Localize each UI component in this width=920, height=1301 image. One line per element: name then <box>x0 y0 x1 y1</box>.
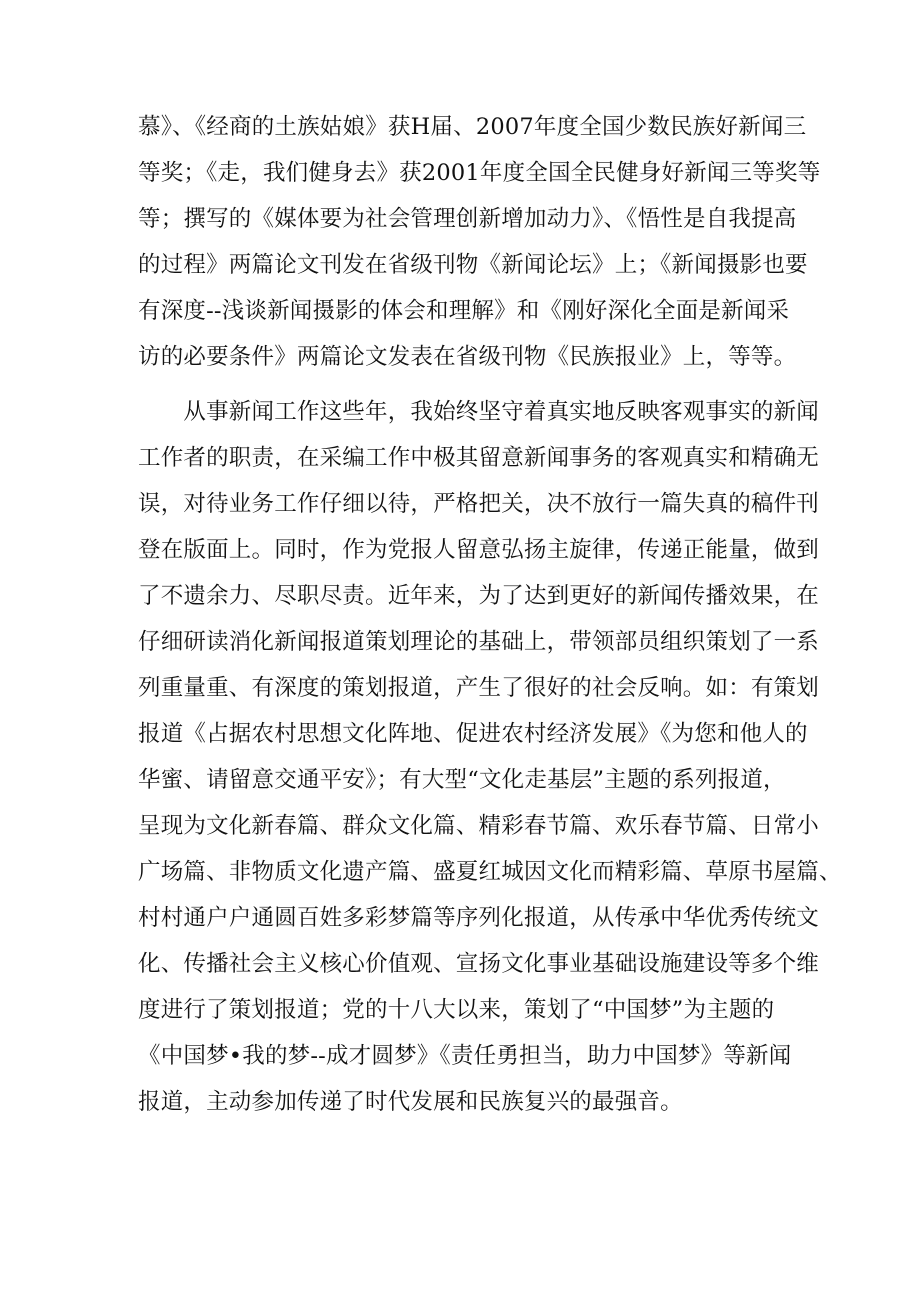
paragraph-line: 访的必要条件》两篇论文发表在省级刊物《民族报业》上，等等。 <box>138 344 797 370</box>
paragraph-line: 华蜜、请留意交通平安》；有大型“文化走基层”主题的系列报道， <box>138 767 786 793</box>
paragraph-line: 报道《占据农村思想文化阵地、促进农村经济发展》《为您和他人的 <box>138 721 808 747</box>
paragraph-line: 了不遗余力、尽职尽责。近年来，为了达到更好的新闻传播效果，在 <box>138 583 820 609</box>
paragraph-line: 村村通户户通圆百姓多彩梦篇等序列化报道，从传承中华优秀传统文 <box>138 905 820 931</box>
paragraph-line: 《中国梦•我的梦--成才圆梦》《责任勇担当，助力中国梦》等新闻 <box>138 1043 792 1069</box>
paragraph-line: 有深度--浅谈新闻摄影的体会和理解》和《刚好深化全面是新闻采 <box>138 298 790 324</box>
paragraph-line: 误，对待业务工作仔细以待，严格把关，决不放行一篇失真的稿件刊 <box>138 491 820 517</box>
paragraph-line: 呈现为文化新春篇、群众文化篇、精彩春节篇、欢乐春节篇、日常小 <box>138 813 820 839</box>
paragraph-line: 慕》、《经商的土族姑娘》获H届、2007年度全国少数民族好新闻三 <box>138 114 807 140</box>
paragraph-line: 化、传播社会主义核心价值观、宣扬文化事业基础设施建设等多个维 <box>138 951 820 977</box>
paragraph-line: 的过程》两篇论文刊发在省级刊物《新闻论坛》上；《新闻摄影也要 <box>138 252 808 278</box>
paragraph-line: 报道，主动参加传递了时代发展和民族复兴的最强音。 <box>138 1089 683 1115</box>
paragraph-line: 登在版面上。同时，作为党报人留意弘扬主旋律，传递正能量，做到 <box>138 537 820 563</box>
paragraph-line: 等奖；《走，我们健身去》获2001年度全国全民健身好新闻三等奖等 <box>138 160 821 186</box>
paragraph-line: 工作者的职责，在采编工作中极其留意新闻事务的客观真实和精确无 <box>138 445 820 471</box>
paragraph-line: 从事新闻工作这些年，我始终坚守着真实地反映客观事实的新闻 <box>138 399 820 425</box>
paragraph-line: 度进行了策划报道；党的十八大以来，策划了“中国梦”为主题的 <box>138 997 775 1023</box>
paragraph-line: 仔细研读消化新闻报道策划理论的基础上，带领部员组织策划了一系 <box>138 629 820 655</box>
paragraph-2 <box>138 389 842 1125</box>
paragraph-line: 列重量重、有深度的策划报道，产生了很好的社会反响。如：有策划 <box>138 675 820 701</box>
paragraph-line: 等；撰写的《媒体要为社会管理创新增加动力》、《悟性是自我提高 <box>138 206 797 232</box>
paragraph-1 <box>138 104 821 380</box>
paragraph-line: 广场篇、非物质文化遗产篇、盛夏红城因文化而精彩篇、草原书屋篇、 <box>138 859 842 885</box>
